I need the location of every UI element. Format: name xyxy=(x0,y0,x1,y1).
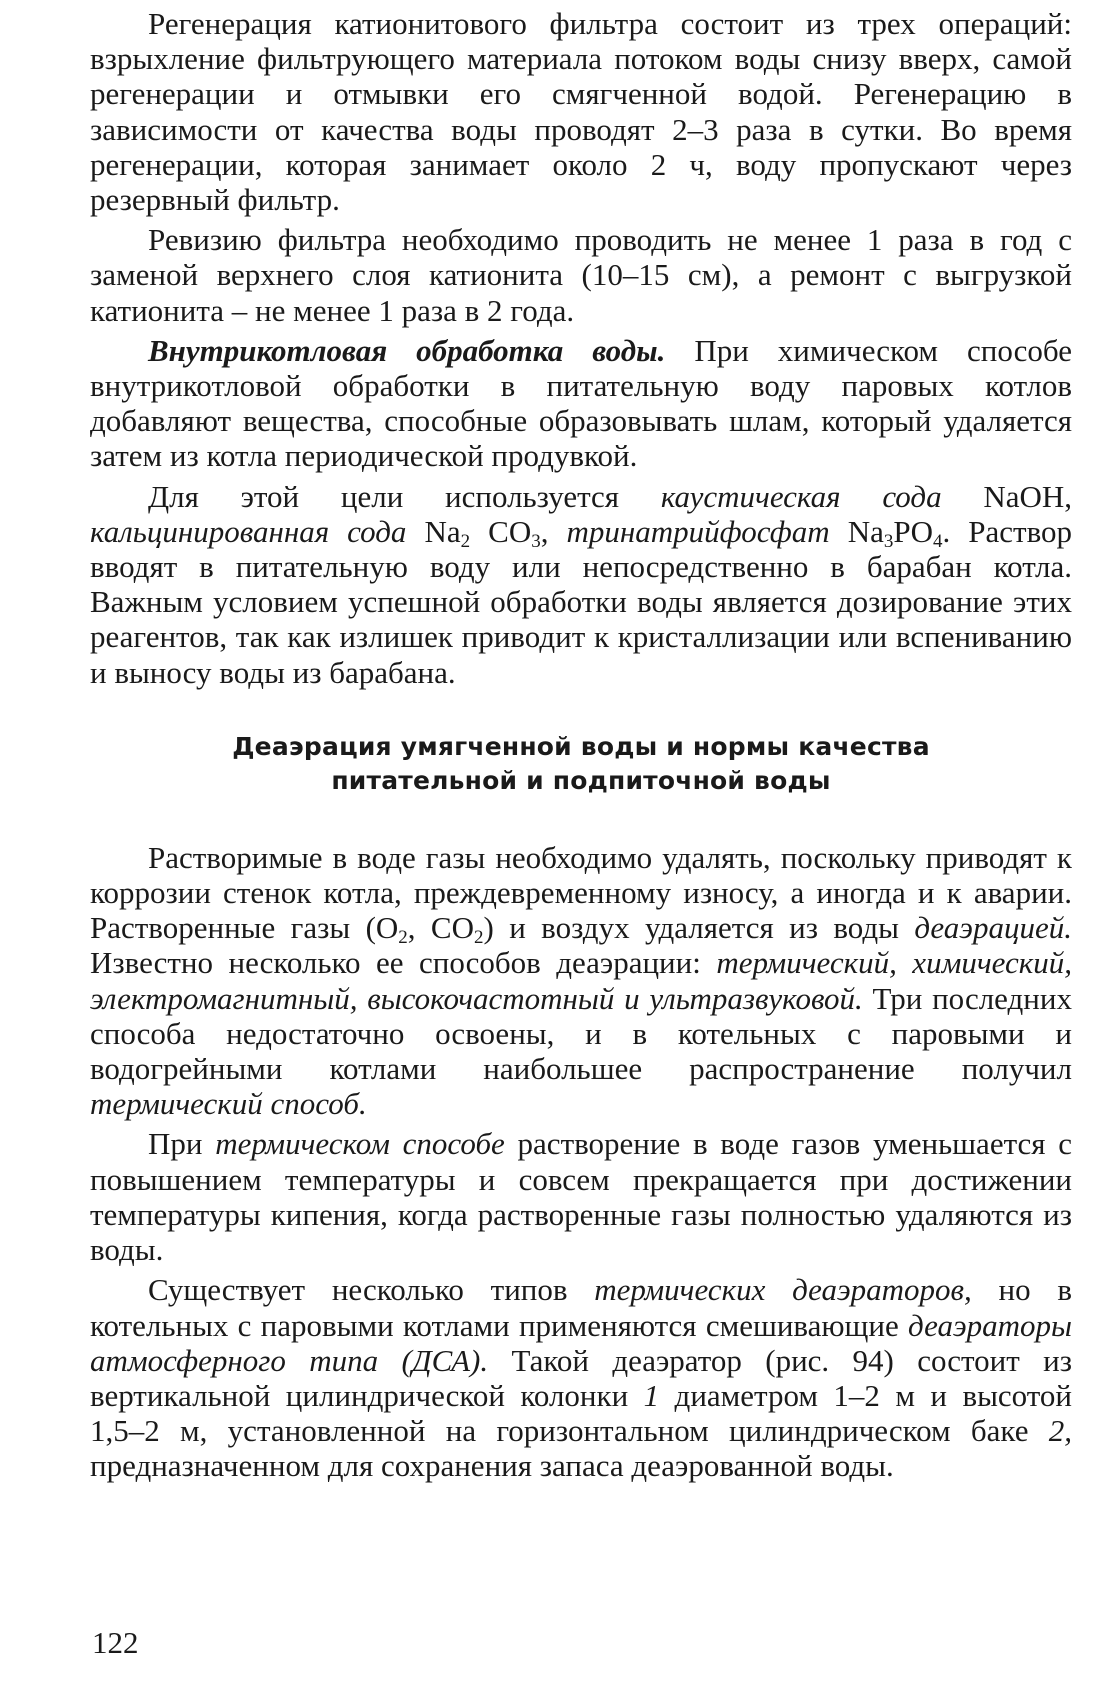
term-atmospheric-deaerators: деаэраторы атмосферного типа (ДСА). xyxy=(90,1307,1072,1378)
page-number: 122 xyxy=(92,1625,139,1660)
formula-text: Na xyxy=(406,513,461,549)
paragraph-internal-treatment xyxy=(90,333,1072,474)
paragraph-dissolved-gases xyxy=(90,840,1072,1122)
section-heading-line2: питательной и подпиточной воды xyxy=(331,765,831,795)
paragraph-thermal-method xyxy=(90,1126,1072,1267)
figure-ref-1: 1 xyxy=(643,1377,660,1413)
paragraph-text: Растворимые в воде газы необходимо удалять, поскольку приводят к коррозии стенок котла, преждевременному износу, а иногда и к аварии. Растворенные газы (O xyxy=(90,839,1072,946)
paragraph-revision: Ревизию фильтра необходимо проводить не менее 1 раза в год с заменой верхнего слоя катионита (10–15 см), а ремонт с выгрузкой катионита – не менее 1 раза в 2 года. xyxy=(90,222,1072,328)
section-heading-line1: Деаэрация умягченной воды и нормы качества xyxy=(232,731,930,761)
term-thermal-deaerators: термических деаэраторов, xyxy=(594,1272,972,1308)
formula-text: PO xyxy=(893,513,933,549)
paragraph-text: Для этой цели используется xyxy=(148,478,661,514)
paragraph-text: При химическом способе внутрикотловой обработки в питательную воду паровых котлов добавляют вещества, способные образовывать шлам, который удаляется затем из котла периодической продувкой. xyxy=(90,332,1072,474)
formula-subscript: 4 xyxy=(932,530,943,552)
term-caustic-soda: каустическая сода xyxy=(660,478,942,514)
term-thermal-method: термический способ. xyxy=(90,1086,367,1122)
term-internal-treatment: Внутрикотловая обработка воды. xyxy=(148,332,666,368)
paragraph-text: Известно несколько ее способов деаэрации: xyxy=(90,945,717,981)
paragraph-text: Такой деаэратор (рис. 94) состоит из вертикальной цилиндрической колонки xyxy=(90,1342,1072,1413)
term-deaeration: деаэрацией. xyxy=(914,910,1072,946)
paragraph-text: диаметром 1–2 м и высотой 1,5–2 м, установленной на горизонтальном цилиндрическом баке xyxy=(90,1377,1072,1449)
page-body xyxy=(90,6,1072,1484)
paragraph-text: но в котельных с паровыми котлами применяются смешивающие xyxy=(90,1272,1073,1343)
paragraph-text: предназначенном для сохранения запаса деаэрованной воды. xyxy=(90,1448,894,1484)
paragraph-text: . Раствор вводят в питательную воду или непосредственно в барабан котла. Важным условием успешной обработки воды является дозирование этих реагентов, так как излишек приводит к кристаллизации или вспениванию и выносу воды из барабана. xyxy=(90,513,1072,690)
formula-subscript: 3 xyxy=(531,530,541,552)
formula-text: CO xyxy=(470,513,532,549)
figure-ref-2: 2, xyxy=(1048,1413,1072,1449)
term-thermal-method: термическом способе xyxy=(215,1126,505,1162)
formula-subscript: 2 xyxy=(398,927,408,949)
paragraph-text: NaOH, xyxy=(941,478,1073,514)
formula-subscript: 3 xyxy=(883,530,894,552)
paragraph-text: Существует несколько типов xyxy=(148,1272,595,1308)
formula-text: Na xyxy=(829,513,884,549)
section-heading xyxy=(90,730,1072,798)
term-soda-ash: кальцинированная сода xyxy=(90,513,407,549)
paragraph-text: растворение в воде газов уменьшается с повышением температуры и совсем прекращается при достижении температуры кипения, когда растворенные газы полностью удаляются из воды. xyxy=(90,1126,1072,1268)
term-deaeration-methods: термический, химический, электромагнитный, высокочастотный и ультразвуковой. xyxy=(90,945,1073,1016)
paragraph-text: , CO xyxy=(407,910,474,946)
paragraph-reagents xyxy=(90,479,1072,690)
paragraph-deaerators xyxy=(90,1272,1072,1483)
formula-subscript: 2 xyxy=(460,530,471,552)
paragraph-text: Три последних способа недостаточно освоены, и в котельных с паровыми и водогрейными котлами наибольшее распространение получил xyxy=(90,980,1072,1087)
paragraph-text: , xyxy=(540,513,567,549)
paragraph-regeneration: Регенерация катионитового фильтра состоит из трех операций: взрыхление фильтрующего материала потоком воды снизу вверх, самой регенерации и отмывки его смягченной водой. Регенерацию в зависимости от качества воды проводят 2–3 раза в сутки. Во время регенерации, которая занимает около 2 ч, воду пропускают через резервный фильтр. xyxy=(90,6,1072,218)
term-trisodium-phosphate: тринатрийфосфат xyxy=(566,513,830,549)
paragraph-text: ) и воздух удаляется из воды xyxy=(483,910,915,946)
formula-subscript: 2 xyxy=(474,927,484,949)
paragraph-text: При xyxy=(148,1126,216,1162)
